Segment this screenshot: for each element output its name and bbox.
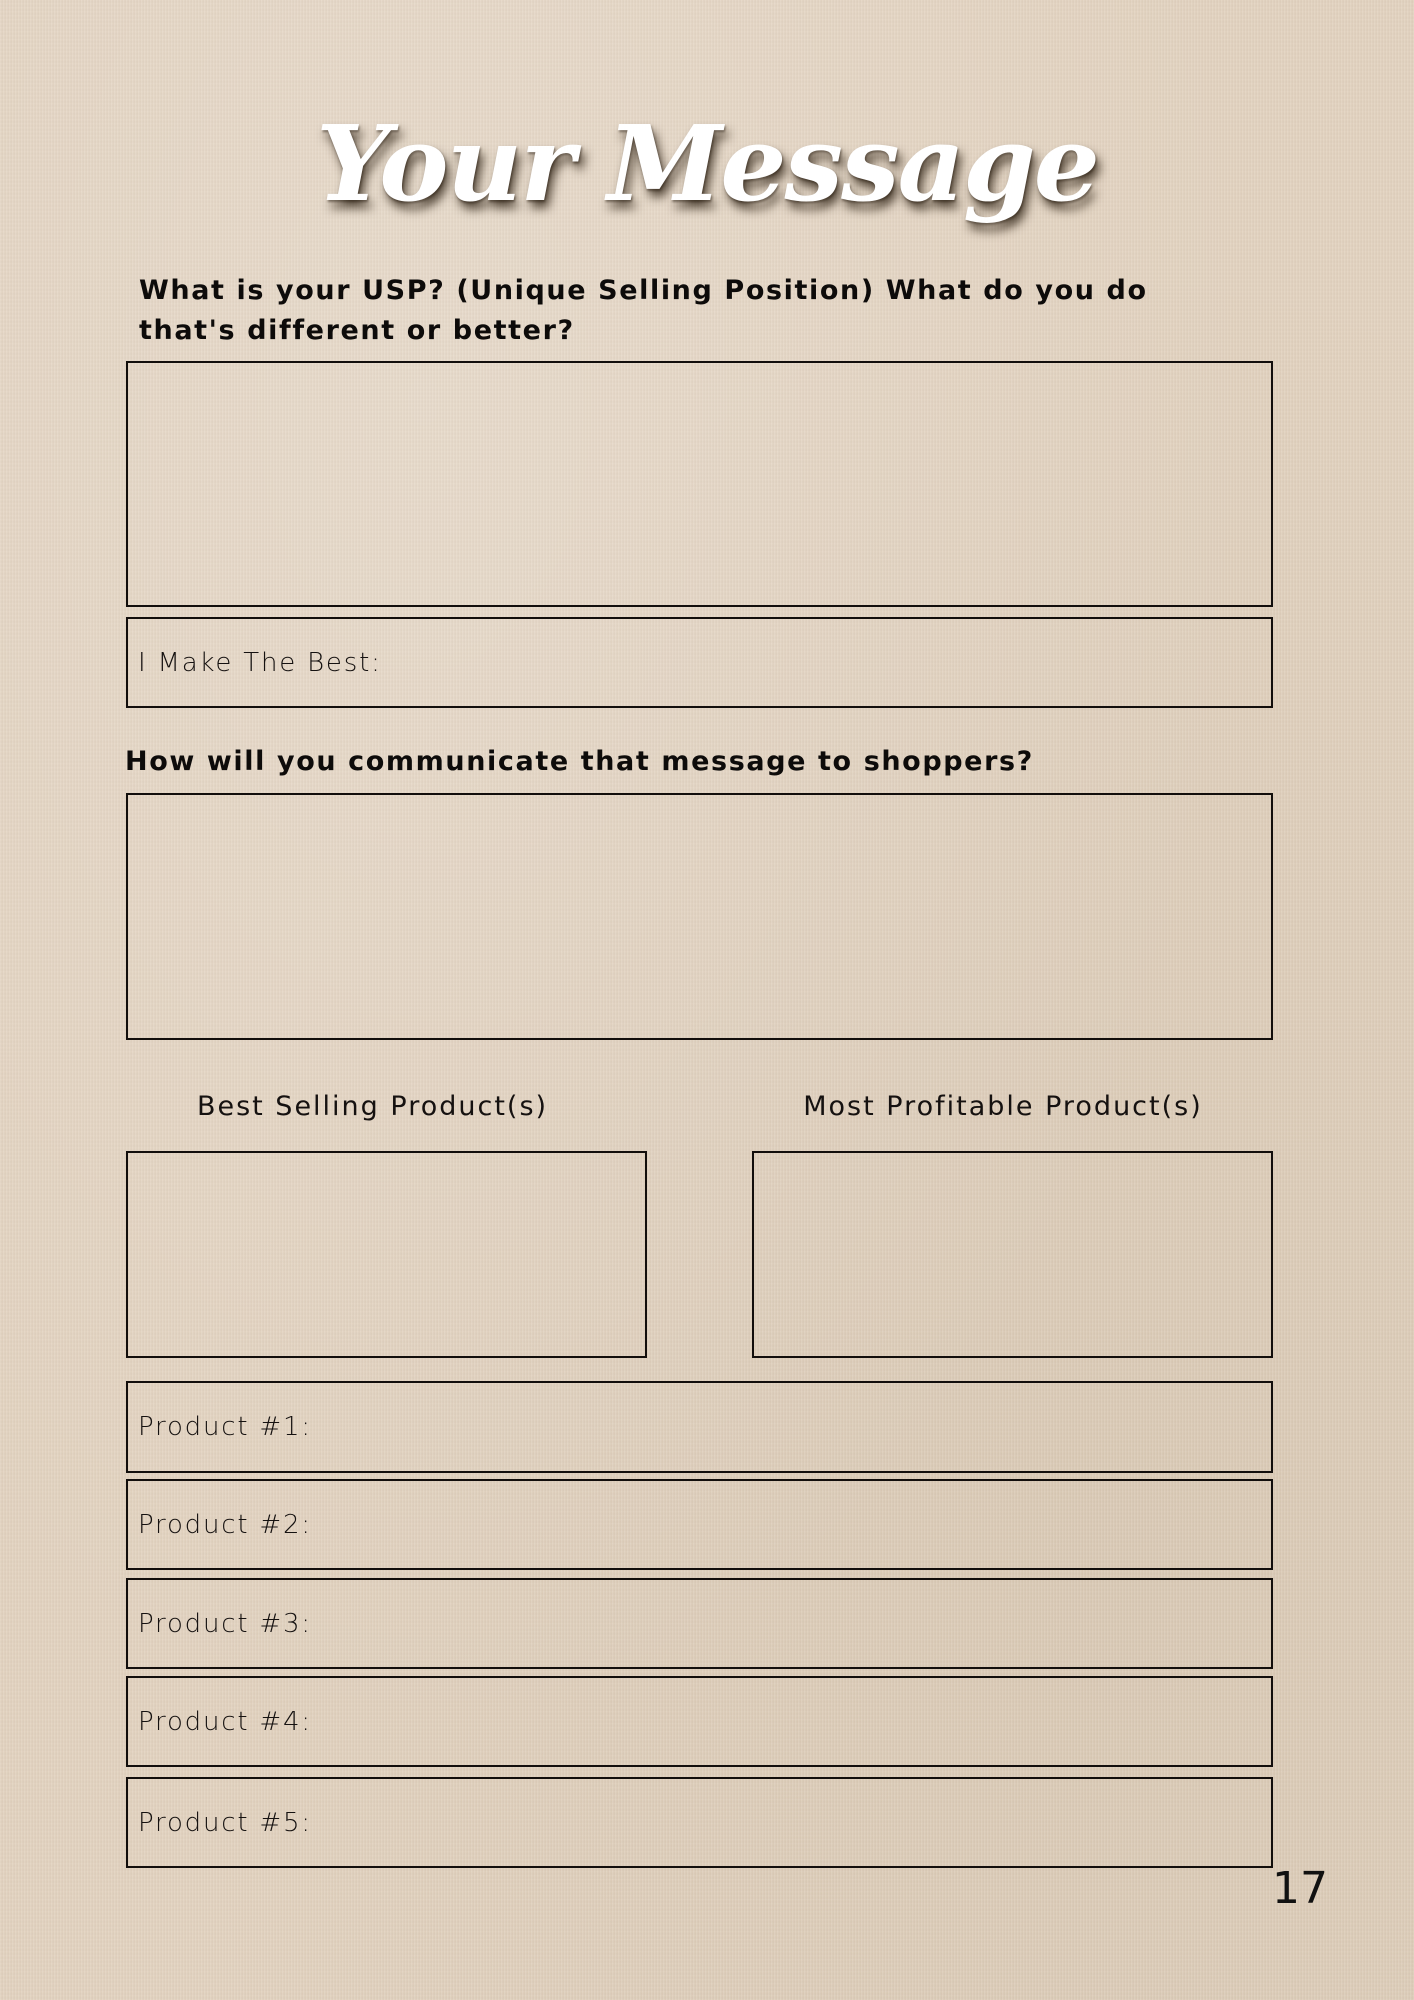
product-label-3: Product #3: xyxy=(138,1608,312,1639)
communicate-question: How will you communicate that message to shoppers? xyxy=(125,746,1034,777)
product-label-5: Product #5: xyxy=(138,1807,312,1838)
product-field-4[interactable] xyxy=(126,1676,1273,1767)
page-title: Your Message xyxy=(316,102,1098,225)
product-field-3[interactable] xyxy=(126,1578,1273,1669)
communicate-answer-box[interactable] xyxy=(126,793,1273,1040)
best-selling-heading: Best Selling Product(s) xyxy=(196,1091,549,1122)
most-profitable-heading: Most Profitable Product(s) xyxy=(803,1091,1203,1122)
best-selling-box[interactable] xyxy=(126,1151,647,1358)
make-best-field[interactable] xyxy=(126,617,1273,708)
usp-question: What is your USP? (Unique Selling Position) What do you do that's different or better? xyxy=(139,275,1148,346)
usp-answer-box[interactable] xyxy=(126,361,1273,607)
most-profitable-box[interactable] xyxy=(752,1151,1273,1358)
product-field-1[interactable] xyxy=(126,1381,1273,1473)
page-number: 17 xyxy=(1272,1863,1328,1914)
product-label-1: Product #1: xyxy=(138,1412,312,1442)
product-label-4: Product #4: xyxy=(138,1706,312,1737)
product-label-2: Product #2: xyxy=(138,1509,312,1540)
product-field-5[interactable] xyxy=(126,1777,1273,1868)
make-best-label: I Make The Best: xyxy=(138,647,382,678)
product-field-2[interactable] xyxy=(126,1479,1273,1570)
